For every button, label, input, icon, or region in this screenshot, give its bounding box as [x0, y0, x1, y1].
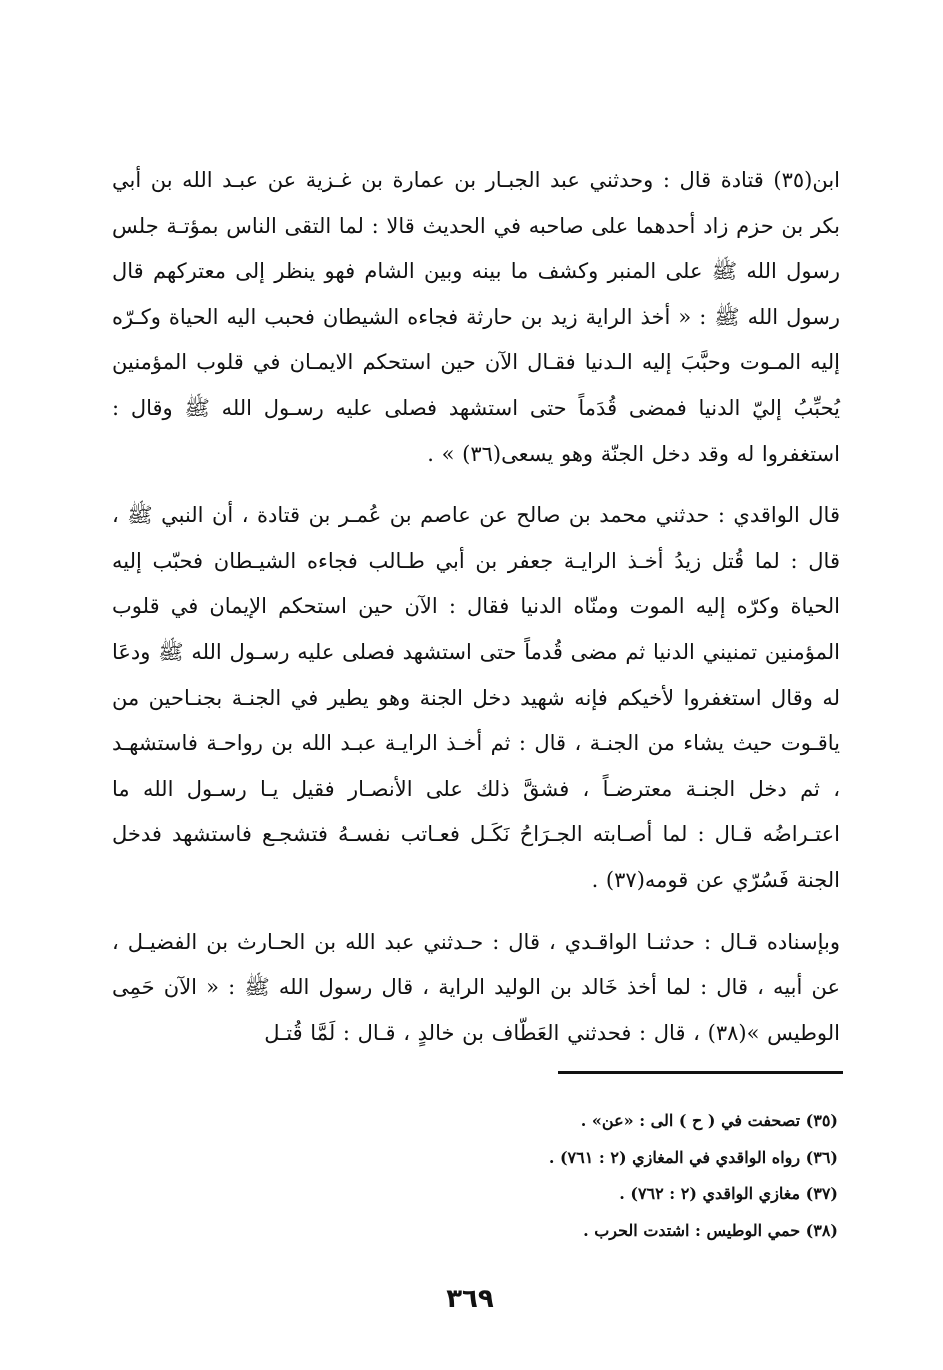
- main-text: [112, 158, 840, 1056]
- footnote-37: (٣٧) مغازي الواقدي (٢ : ٧٦٢) .: [619, 1184, 838, 1203]
- footnote-36: (٣٦) رواه الواقدي في المغازي (٢ : ٧٦١) .: [548, 1147, 838, 1167]
- footnote-38: (٣٨) حمي الوطيس : اشتدت الحرب .: [583, 1220, 838, 1240]
- paragraph-3: وبإسناده قـال : حدثنـا الواقـدي ، قال : حـدثني عبد الله بن الحـارث بن الفضيـل ، عن أبيه ، قال : لما أخذ خَالد بن الوليد الراية ، قال رسول الله ﷺ : « الآن حَمِى الوطيس »(٣٨) ، قال : فحدثني العَطّاف بن خالدٍ ، قـال : لَمَّا قُتـل: [112, 929, 840, 1045]
- paragraph-2: قال الواقدي : حدثني محمد بن صالح عن عاصم بن عُمـر بن قتادة ، أن النبي ﷺ ، قال : لما قُتل زيدُ أخـذ الرايـة جعفر بن أبي طـالب فجاءه الشيـطان فحبّب إليه الحياة وكرّه إليه الموت ومنّاه الدنيا فقال : الآن حين استحكم الإيمان في قلوب المؤمنين تمنيني الدنيا ثم مضى قُدماً حتى استشهد فصلى عليه رسـول الله ﷺ ودعَا له وقال استغفروا لأخيكم فإنه شهيد دخل الجنة وهو يطير في الجنـة بجنـاحين من ياقـوت حيث يشاء من الجنـة ، قال : ثم أخـذ الرايـة عبـد الله بن رواحـة فاستشهـد ، ثم دخل الجنـة معترضـاً ، فشقَّ ذلك على الأنصـار فقيل يـا رسـول الله ما اعتـراضُه قـال : لما أصـابته الجـرَاحُ نَكَـل فعـاتب نفسـهُ فتشجـع فاستشهد فدخل الجنة فَسُرّي عن قومه(٣٧) .: [112, 503, 840, 892]
- page-number: ٣٦٩: [446, 1284, 494, 1314]
- footnotes: [300, 1103, 838, 1249]
- paragraph-1: ابن(٣٥) قتادة قال : وحدثني عبد الجبـار بن عمارة بن غـزية عن عبـد الله بن أبي بكر بن حزم زاد أحدهما على صاحبه في الحديث قالا : لما التقى الناس بمؤتـة جلس رسول الله ﷺ على المنبر وكشف ما بينه وبين الشام فهو ينظر إلى معتركهم قال رسول الله ﷺ : « أخذ الراية زيد بن حارثة فجاءه الشيطان فحبب اليه الحياة وكـرّه إليه المـوت وحبَّبَ إليه الـدنيا فقـال الآن حين استحكم الايمـان في قلوب المؤمنين يُحبِّبُ إليّ الدنيا فمضى قُدَماً حتى استشهد فصلى عليه رسـول الله ﷺ وقال : استغفروا له وقد دخل الجنّة وهو يسعى(٣٦) » .: [112, 168, 840, 466]
- footnote-divider: [558, 1071, 843, 1074]
- footnote-35: (٣٥) تصحفت في ( ح ) الى : «عن» .: [580, 1111, 838, 1130]
